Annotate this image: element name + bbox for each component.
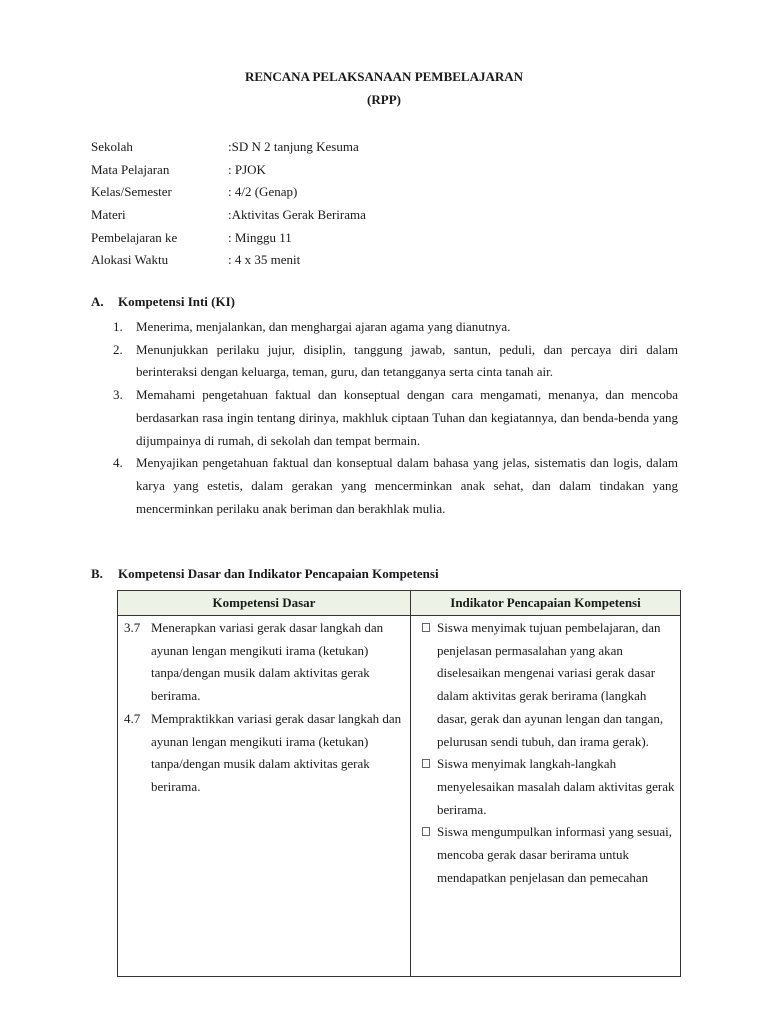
- info-value: : 4 x 35 menit: [228, 252, 301, 268]
- info-row-mata-pelajaran: [91, 159, 366, 182]
- info-label: Materi: [91, 207, 126, 223]
- kd-text: Mempraktikkan variasi gerak dasar langkah dan ayunan lengan mengikuti irama (ketukan) tanpa/dengan musik dalam aktivitas gerak berirama.: [151, 710, 402, 794]
- info-value: :SD N 2 tanjung Kesuma: [228, 139, 359, 154]
- kd-cell: [118, 616, 411, 977]
- section-title: Kompetensi Inti (KI): [118, 294, 235, 309]
- indicator-text: Siswa menyimak langkah-langkah menyelesaikan masalah dalam aktivitas gerak berirama.: [437, 756, 675, 817]
- section-letter: B.: [91, 566, 103, 581]
- indicator-item: [420, 821, 676, 889]
- document-subtitle: (RPP): [367, 92, 401, 107]
- list-number: 3.: [113, 387, 123, 403]
- info-row-kelas-semester: [91, 181, 366, 204]
- list-text: Menunjukkan perilaku jujur, disiplin, tanggung jawab, santun, peduli, dan percaya diri dalam berinteraksi dengan keluarga, teman, guru, dan tetangganya serta cinta tanah air.: [136, 341, 678, 380]
- column-header-kompetensi-dasar: Kompetensi Dasar: [118, 591, 411, 615]
- kd-item: [124, 617, 410, 708]
- indicator-item: [420, 617, 676, 753]
- checkbox-square-icon: [422, 759, 430, 768]
- kd-number: 4.7: [124, 710, 141, 726]
- info-row-sekolah: [91, 136, 366, 159]
- info-value: : PJOK: [228, 161, 266, 177]
- list-text: Memahami pengetahuan faktual dan konseptual dengan cara mengamati, menanya, dan mencoba berdasarkan rasa ingin tentang dirinya, makhluk ciptaan Tuhan dan kegiatannya, dan benda-benda yang dijumpainya di rumah, di sekolah dan tempat bermain.: [136, 387, 678, 448]
- list-number: 1.: [113, 319, 123, 334]
- info-row-materi: [91, 204, 366, 227]
- indicator-text: Siswa mengumpulkan informasi yang sesuai, mencoba gerak dasar berirama untuk mendapatkan penjelasan dan pemecahan: [437, 824, 673, 885]
- list-item: [113, 384, 678, 452]
- kd-text: Menerapkan variasi gerak dasar langkah dan ayunan lengan mengikuti irama (ketukan) tanpa/dengan musik dalam aktivitas gerak berirama.: [151, 620, 384, 704]
- section-b-heading: [91, 566, 439, 582]
- indicator-cell: [411, 616, 680, 977]
- info-value: : Minggu 11: [228, 229, 292, 245]
- checkbox-square-icon: [422, 623, 430, 632]
- list-number: 4.: [113, 455, 123, 471]
- info-label: Pembelajaran ke: [91, 229, 178, 245]
- indicator-item: [420, 753, 676, 821]
- list-text: Menyajikan pengetahuan faktual dan konseptual dalam bahasa yang jelas, sistematis dan logis, dalam karya yang estetis, dalam gerakan yang mencerminkan anak sehat, dan dalam tindakan yang mencerminkan perilaku anak beriman dan berakhlak mulia.: [136, 455, 678, 516]
- info-value: : 4/2 (Genap): [228, 184, 298, 200]
- section-letter: A.: [91, 294, 104, 309]
- kd-item: [124, 708, 410, 799]
- info-label: Sekolah: [91, 139, 133, 154]
- info-label: Mata Pelajaran: [91, 161, 170, 177]
- column-header-indikator: Indikator Pencapaian Kompetensi: [450, 595, 641, 610]
- section-a-heading: [91, 294, 235, 310]
- table-header-row: [118, 591, 680, 616]
- info-label: Kelas/Semester: [91, 184, 172, 200]
- info-value: :Aktivitas Gerak Berirama: [228, 207, 366, 223]
- list-item: [113, 339, 678, 384]
- list-number: 2.: [113, 341, 123, 357]
- list-item: [113, 452, 678, 520]
- info-row-pembelajaran-ke: [91, 227, 366, 250]
- identity-block: [91, 136, 366, 272]
- indicator-text: Siswa menyimak tujuan pembelajaran, dan penjelasan permasalahan yang akan diselesaikan mengenai variasi gerak dasar dalam aktivitas gerak berirama (langkah dasar, gerak dan ayunan lengan dan tangan, pelurusan sendi tubuh, dan irama gerak).: [437, 620, 664, 749]
- section-title: Kompetensi Dasar dan Indikator Pencapaian Kompetensi: [118, 566, 439, 581]
- info-label: Alokasi Waktu: [91, 252, 169, 268]
- list-text: Menerima, menjalankan, dan menghargai ajaran agama yang dianutnya.: [136, 319, 511, 334]
- checkbox-square-icon: [422, 827, 430, 836]
- competency-table: [117, 590, 681, 977]
- table-body-row: [118, 616, 680, 977]
- document-title: RENCANA PELAKSANAAN PEMBELAJARAN: [244, 69, 524, 84]
- ki-list: [113, 316, 678, 520]
- info-row-alokasi-waktu: [91, 249, 366, 272]
- kd-number: 3.7: [124, 620, 141, 635]
- list-item: [113, 316, 678, 339]
